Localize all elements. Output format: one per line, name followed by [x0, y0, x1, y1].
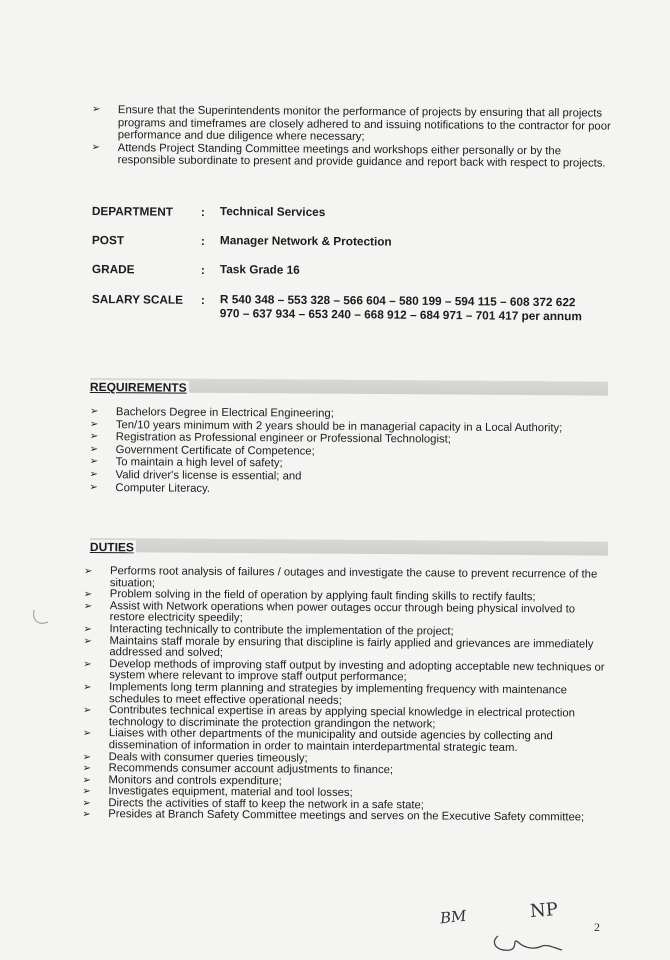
list-item: ➢ To maintain a high level of safety;: [89, 456, 283, 470]
grade-value: Task Grade 16: [219, 262, 300, 277]
initials-right: NP: [529, 899, 559, 922]
arrowhead-bullet-icon: ➢: [89, 431, 99, 443]
page-number: 2: [594, 920, 600, 934]
duties-heading: DUTIES: [89, 539, 135, 555]
list-item: ➢ Ten/10 years minimum with 2 years should be in managerial capacity in a Local Authority;: [89, 418, 563, 434]
arrowhead-bullet-icon: ➢: [91, 104, 101, 116]
arrowhead-bullet-icon: ➢: [82, 728, 92, 740]
list-item: ➢ Liaises with other departments of the municipality and outside agencies by collecting and dissemination of information in order to maintain interdepartmental strategic team.: [82, 727, 553, 754]
arrowhead-bullet-icon: ➢: [82, 763, 92, 775]
list-item: ➢ Valid driver's license is essential; and: [89, 468, 302, 483]
arrowhead-bullet-icon: ➢: [89, 406, 99, 418]
colon: :: [200, 262, 205, 277]
arrowhead-bullet-icon: ➢: [89, 418, 99, 430]
list-item: ➢ Performs root analysis of failures / outages and investigate the cause to prevent recurrence of the situation;: [83, 565, 598, 590]
arrowhead-bullet-icon: ➢: [83, 681, 92, 693]
arrowhead-bullet-icon: ➢: [83, 635, 92, 647]
arrowhead-bullet-icon: ➢: [89, 481, 98, 493]
arrowhead-bullet-icon: ➢: [83, 566, 93, 578]
list-item: ➢ Recommends consumer account adjustments to finance;: [82, 762, 394, 777]
department-label: DEPARTMENT: [91, 204, 174, 219]
requirements-heading: REQUIREMENTS: [89, 379, 187, 395]
list-item: ➢ Directs the activities of staff to keep the network in a safe state;: [82, 797, 425, 812]
arrowhead-bullet-icon: ➢: [89, 468, 98, 481]
salary-value: R 540 348 – 553 328 – 566 604 – 580 199 – 594 115 – 608 372 622 970 – 637 934 – 653 240 – 668 912 – 684 971 – 701 417 per annum: [219, 292, 582, 323]
requirements-heading-bar: [90, 378, 608, 396]
department-value: Technical Services: [219, 204, 326, 220]
requirements-list: [89, 406, 620, 498]
margin-pencil-mark: [30, 606, 52, 630]
list-item: ➢ Interacting technically to contribute the implementation of the project;: [83, 623, 454, 638]
arrowhead-bullet-icon: ➢: [89, 443, 99, 455]
salary-label: SALARY SCALE: [91, 292, 184, 307]
arrowhead-bullet-icon: ➢: [83, 658, 92, 670]
initials-left: BM: [439, 906, 468, 928]
arrowhead-bullet-icon: ➢: [83, 623, 92, 636]
grade-label: GRADE: [91, 262, 135, 277]
list-item: ➢ Presides at Branch Safety Committee meetings and serves on the Executive Safety committee;: [82, 808, 585, 824]
arrowhead-bullet-icon: ➢: [82, 797, 91, 809]
list-item: ➢ Implements long term planning and strategies by implementing frequency with maintenance schedules to meet effective operational needs;: [83, 681, 567, 707]
list-item: ➢ Assist with Network operations when power outages occur through being physical involved to restore electricity speedily;: [83, 599, 576, 625]
colon: :: [200, 292, 205, 307]
list-item: ➢ Registration as Professional engineer or Professional Technologist;: [89, 431, 451, 446]
list-item: ➢ Investigates equipment, material and tool losses;: [82, 785, 353, 800]
duties-heading-bar: [90, 538, 608, 556]
post-value: Manager Network & Protection: [219, 233, 392, 249]
arrowhead-bullet-icon: ➢: [82, 786, 91, 798]
colon: :: [200, 233, 205, 248]
list-item: ➢ Computer Literacy.: [89, 481, 211, 495]
post-label: POST: [91, 233, 125, 248]
list-item: ➢ Maintains staff morale by ensuring that discipline is fairly applied and grievances are immediately addressed and solved;: [83, 634, 594, 660]
arrowhead-bullet-icon: ➢: [82, 809, 91, 821]
list-item: ➢ Ensure that the Superintendents monitor the performance of projects by ensuring that all projects programs and timeframes are closely adhered to and issuing notifications to the contractor for poor performance and due diligence where necessary;: [91, 104, 611, 144]
arrowhead-bullet-icon: ➢: [83, 600, 93, 612]
duties-list: [82, 566, 610, 825]
list-item: ➢ Monitors and controls expenditure;: [82, 773, 282, 788]
arrowhead-bullet-icon: ➢: [82, 774, 91, 786]
arrowhead-bullet-icon: ➢: [89, 456, 99, 468]
colon: :: [200, 204, 205, 219]
signature-scribble: [488, 928, 568, 958]
arrowhead-bullet-icon: ➢: [82, 705, 92, 717]
list-item: ➢ Contributes technical expertise in areas by applying special knowledge in electrical protection technology to discriminate the protection grandingon the network;: [82, 704, 575, 731]
arrowhead-bullet-icon: ➢: [82, 751, 92, 763]
list-item: ➢ Deals with consumer queries timeously;: [82, 750, 308, 765]
list-item: ➢ Attends Project Standing Committee meetings and workshops either personally or by the responsible subordinate to present and provide guidance and report back with respect to projects.: [91, 141, 606, 170]
list-item: ➢ Problem solving in the field of operation by applying fault finding skills to rectify faults;: [83, 588, 536, 604]
arrowhead-bullet-icon: ➢: [91, 141, 101, 153]
list-item: ➢ Bachelors Degree in Electrical Engineering;: [89, 406, 334, 420]
list-item: ➢ Develop methods of improving staff output by investing and adopting acceptable new techniques or system where relevant to improve staff output performance;: [83, 657, 605, 684]
arrowhead-bullet-icon: ➢: [83, 589, 93, 601]
intro-bullet-list: [92, 104, 616, 171]
list-item: ➢ Government Certificate of Competence;: [89, 443, 315, 458]
